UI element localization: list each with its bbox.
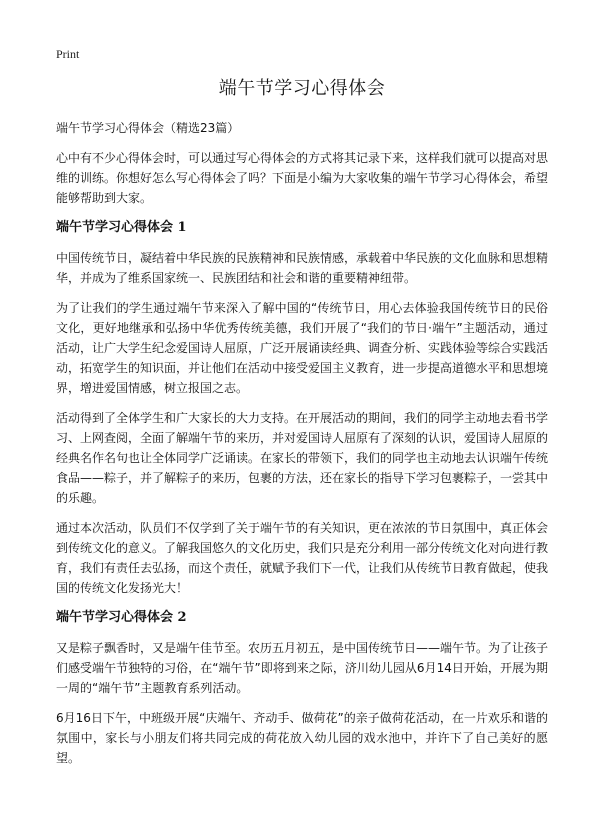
print-link[interactable]: Print — [56, 47, 80, 61]
intro-paragraph: 心中有不少心得体会时，可以通过写心得体会的方式将其记录下来，这样我们就可以提高对思维的训练。你想好怎么写心得体会了吗？下面是小编为大家收集的端午节学习心得体会，希望能够帮助到大家。 — [56, 151, 549, 205]
section-1-paragraph-2: 为了让我们的学生通过端午节来深入了解中国的“传统节日，用心去体验我国传统节日的民俗文化，更好地继承和弘扬中华优秀传统美德，我们开展了“我们的节日·端午”主题活动，通过活动，让广大学生纪念爱国诗人屈原，广泛开展诵读经典、调查分析、实践体验等综合实践活动，拓宽学生的知识面，并让他们在活动中接受爱国主义教育，进一步提高道德水平和思想境界，增进爱国情感，树立报国之志。 — [56, 301, 549, 395]
section-heading-2: 端午节学习心得体会 2 — [56, 610, 187, 625]
document-body — [56, 76, 548, 778]
section-1-paragraph-3: 活动得到了全体学生和广大家长的大力支持。在开展活动的期间，我们的同学主动地去看书学习、上网查阅，全面了解端午节的来历，并对爱国诗人屈原有了深刻的认识，爱国诗人屈原的经典名作名句也让全体同学广泛诵读。在家长的带领下，我们的同学也主动地去认识端午传统食品——粽子，并了解粽子的来历，包裹的方法，还在家长的指导下学习包裹粽子，一尝其中的乐趣。 — [56, 411, 549, 505]
section-2-paragraph-1: 又是粽子飘香时，又是端午佳节至。农历五月初五，是中国传统节日——端午节。为了让孩子们感受端午节独特的习俗，在“端午节”即将到来之际，济川幼儿园从6月14日开始，开展为期一周的“端午节”主题教育系列活动。 — [56, 641, 549, 695]
document-subtitle: 端午节学习心得体会（精选23篇） — [56, 121, 240, 135]
section-2-paragraph-2: 6月16日下午，中班级开展“庆端午、齐动手、做荷花”的亲子做荷花活动，在一片欢乐和谐的氛围中，家长与小朋友们将共同完成的荷花放入幼儿园的戏水池中，并许下了自己美好的愿望。 — [56, 711, 548, 765]
section-1-paragraph-4: 通过本次活动，队员们不仅学到了关于端午节的有关知识，更在浓浓的节日氛围中，真正体会到传统文化的意义。了解我国悠久的文化历史，我们只是充分利用一部分传统文化对向进行教育，我们有责任去弘扬，而这个责任，就赋予我们下一代，让我们从传统节日教育做起，使我国的传统文化发扬光大！ — [56, 521, 549, 595]
section-heading-1: 端午节学习心得体会 1 — [56, 220, 187, 235]
document-title: 端午节学习心得体会 — [218, 78, 386, 99]
section-1-paragraph-1: 中国传统节日，凝结着中华民族的民族精神和民族情感，承载着中华民族的文化血脉和思想精华，并成为了维系国家统一、民族团结和社会和谐的重要精神纽带。 — [56, 251, 549, 285]
